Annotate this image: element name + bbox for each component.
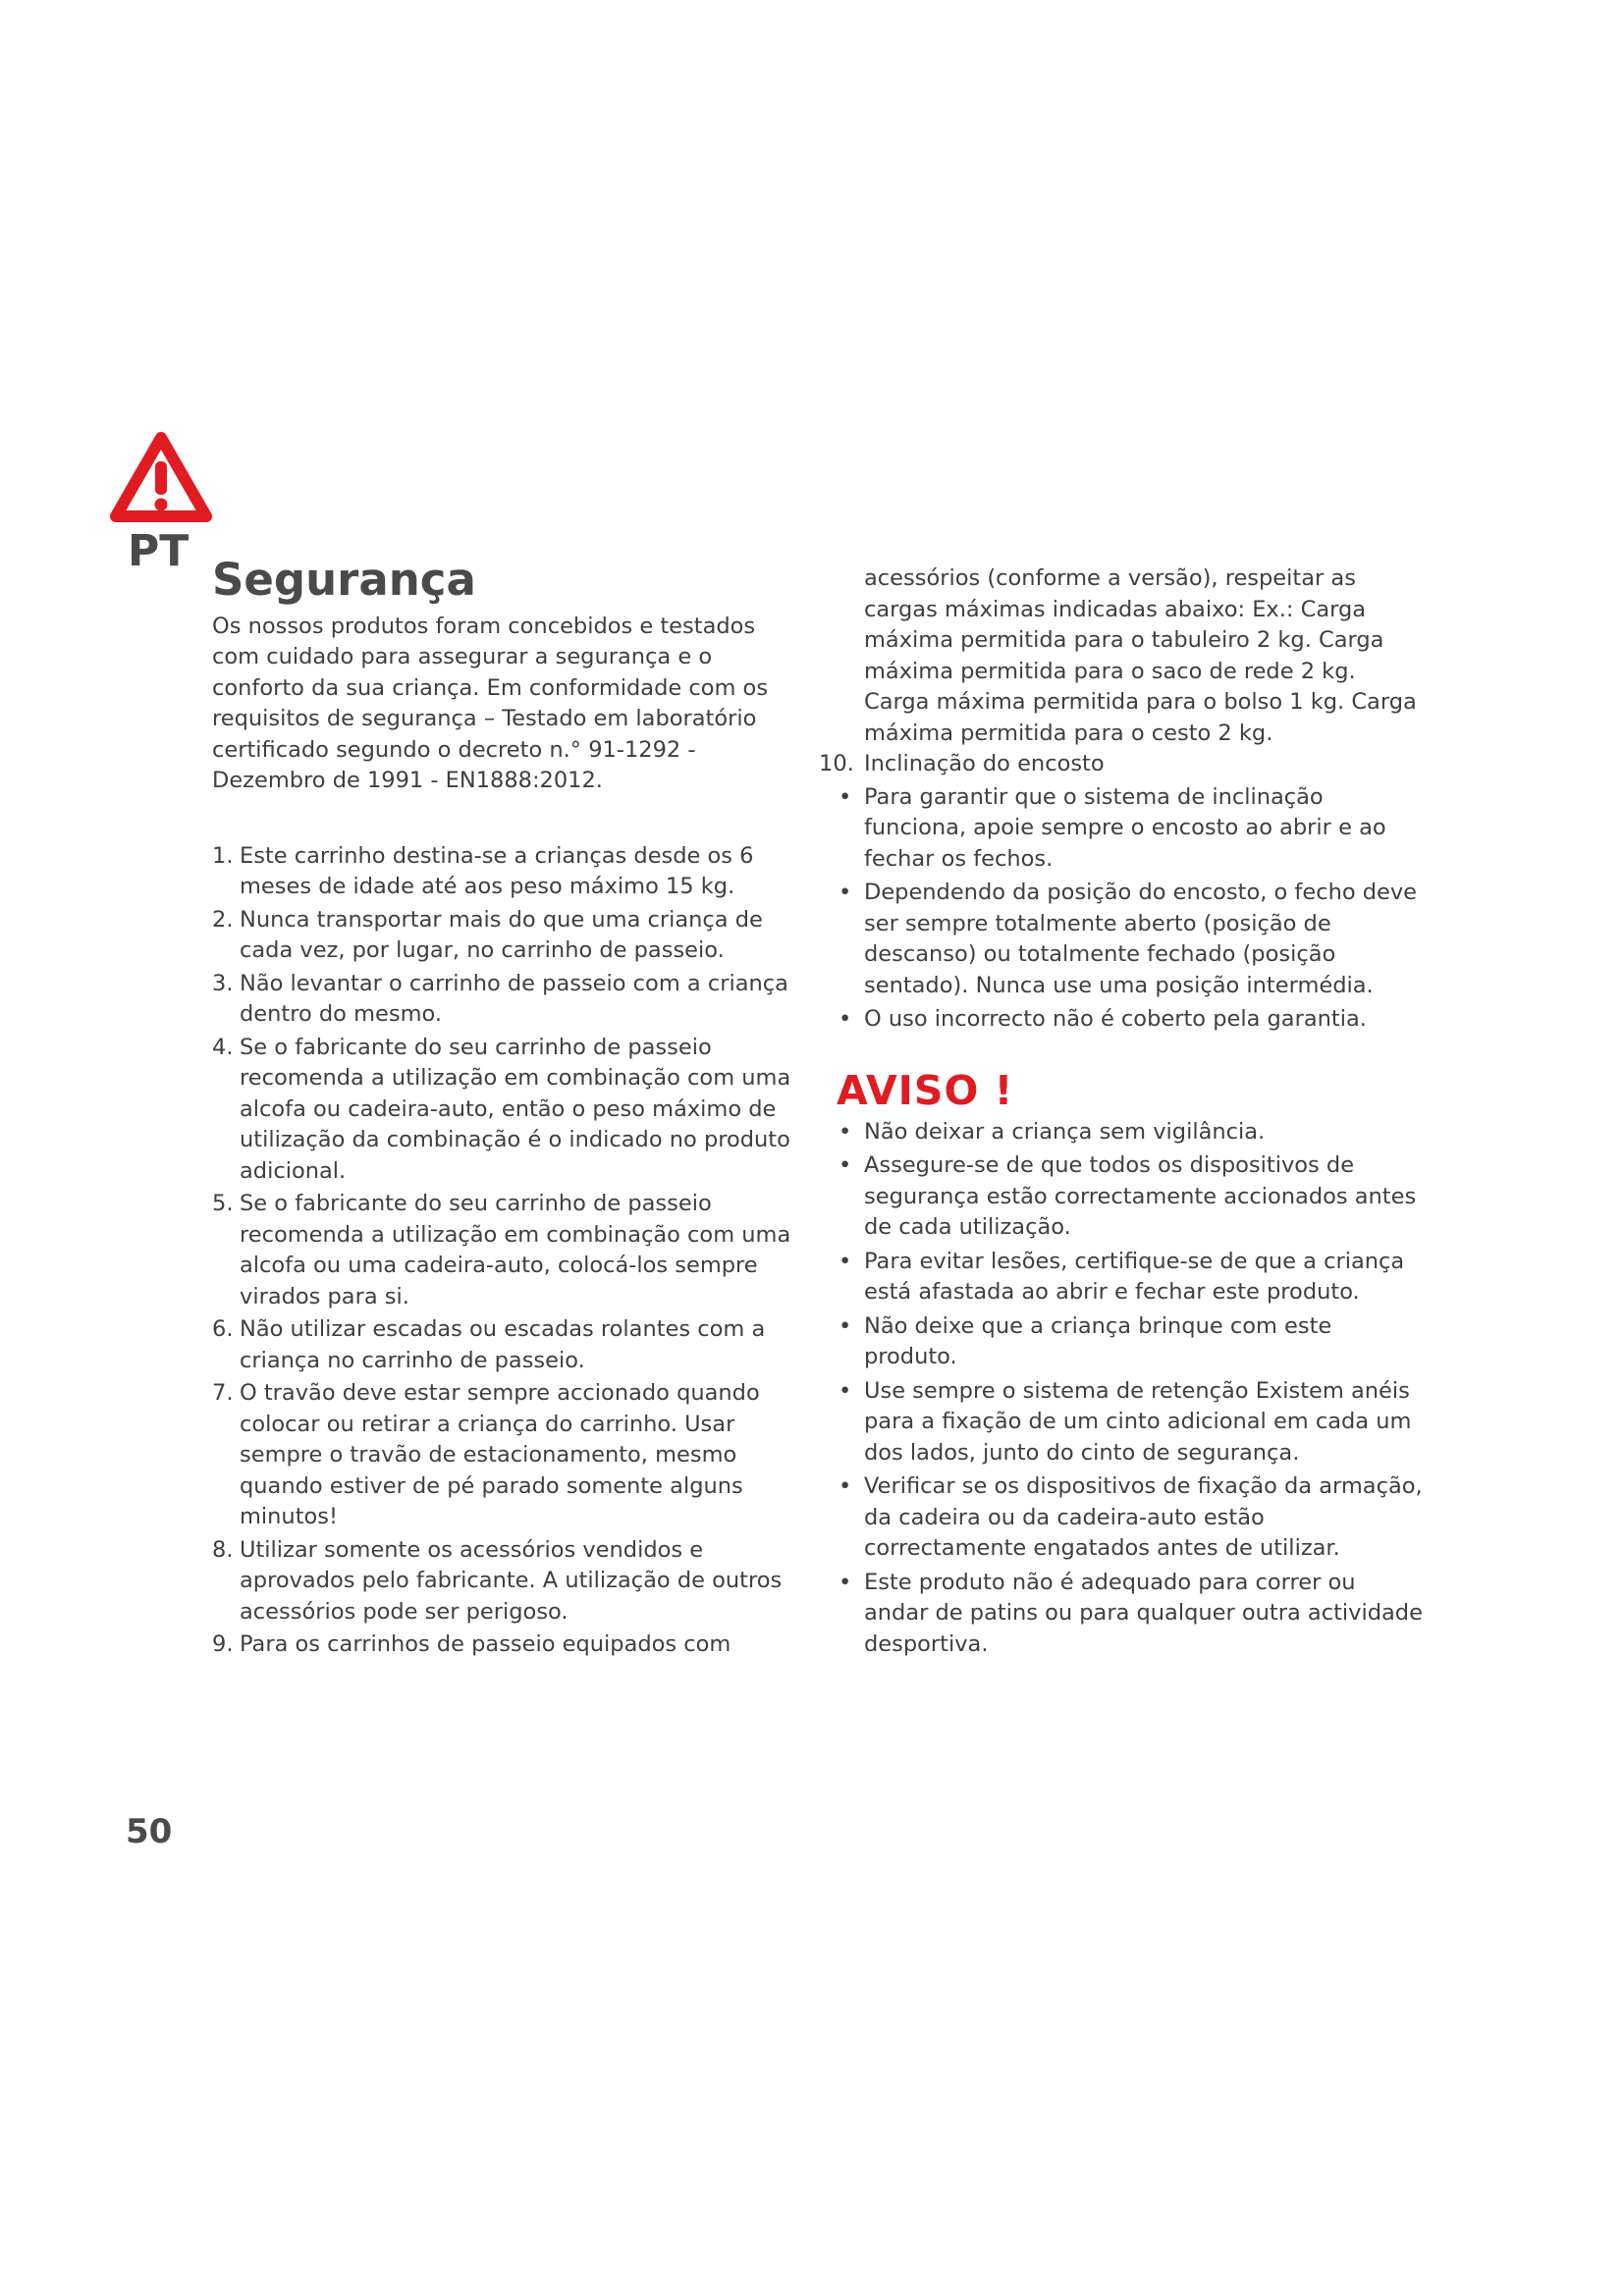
item-text: O travão deve estar sempre accionado quando colocar ou retirar a criança do carrinho. Usar sempre o travão de estacionamento, mesmo quando estiver de pé parado somente alguns minutos! <box>240 1380 760 1530</box>
list-item <box>837 1311 1426 1373</box>
bullet-icon: • <box>839 1312 852 1339</box>
list-item <box>837 1117 1426 1148</box>
item-text: Para os carrinhos de passeio equipados com <box>240 1631 731 1658</box>
item-text: Não levantar o carrinho de passeio com a criança dentro do mesmo. <box>240 970 788 1028</box>
list-item <box>837 1004 1426 1036</box>
list-item <box>212 1629 801 1661</box>
item-text: Se o fabricante do seu carrinho de passeio recomenda a utilização em combinação com uma alcofa ou cadeira-auto, então o peso máximo de utilização da combinação é o indicado no produto adicional. <box>240 1034 791 1184</box>
page-number: 50 <box>126 1812 173 1851</box>
list-item <box>212 969 801 1031</box>
list-item <box>837 1150 1426 1244</box>
item-number: 1. <box>212 842 234 869</box>
item-number: 7. <box>212 1380 234 1407</box>
item-number: 3. <box>212 970 234 996</box>
item-text: Nunca transportar mais do que uma criança de cada vez, por lugar, no carrinho de passeio. <box>240 906 763 964</box>
bullet-text: Não deixe que a criança brinque com este produto. <box>864 1312 1332 1370</box>
bullet-text: Assegure-se de que todos os dispositivos de segurança estão correctamente accionados antes de cada utilização. <box>864 1152 1417 1241</box>
list-item <box>837 1376 1426 1469</box>
bullet-text: Use sempre o sistema de retenção Existem anéis para a fixação de um cinto adicional em cada um dos lados, junto do cinto de segurança. <box>864 1377 1412 1466</box>
item-number: 10. <box>819 751 854 776</box>
item-text: Se o fabricante do seu carrinho de passeio recomenda a utilização em combinação com uma alcofa ou uma cadeira-auto, colocá-los sempre virados para si. <box>240 1191 791 1309</box>
item-text: Inclinação do encosto <box>864 751 1105 776</box>
safety-list <box>212 841 801 1661</box>
bullet-icon: • <box>839 1152 852 1179</box>
item-text: Este carrinho destina-se a crianças desde os 6 meses de idade até aos peso máximo 15 kg. <box>240 842 754 900</box>
bullet-icon: • <box>839 783 852 810</box>
list-item <box>212 1189 801 1312</box>
bullet-text: Este produto não é adequado para correr ou andar de patins ou para qualquer outra actividade desportiva. <box>864 1569 1423 1657</box>
list-item <box>837 1247 1426 1308</box>
item-number: 9. <box>212 1631 234 1658</box>
item-number: 8. <box>212 1536 234 1563</box>
warning-bullets <box>837 1117 1426 1661</box>
bullet-icon: • <box>839 1118 852 1145</box>
list-item <box>837 1471 1426 1565</box>
safety-intro: Os nossos produtos foram concebidos e testados com cuidado para assegurar a segurança e o conforto da sua criança. Em conformidade com os requisitos de segurança – Testado em laboratório certificado segundo o decreto n.° 91-1292 - Dezembro de 1991 - EN1888:2012. <box>212 613 769 794</box>
list-item <box>212 841 801 903</box>
bullet-icon: • <box>839 1377 852 1404</box>
list-item <box>212 1535 801 1629</box>
right-column <box>819 563 1426 1663</box>
bullet-icon: • <box>839 1248 852 1274</box>
bullet-text: O uso incorrecto não é coberto pela garantia. <box>864 1006 1367 1032</box>
item-text: Não utilizar escadas ou escadas rolantes com a criança no carrinho de passeio. <box>240 1316 766 1373</box>
item-number: 4. <box>212 1034 234 1060</box>
bullet-text: Verificar se os dispositivos de fixação da armação, da cadeira ou da cadeira-auto estão correctamente engatados antes de utilizar. <box>864 1473 1423 1562</box>
bullet-icon: • <box>839 1473 852 1500</box>
bullet-text: Dependendo da posição do encosto, o fecho deve ser sempre totalmente aberto (posição de descanso) ou totalmente fechado (posição sentado). Nunca use uma posição intermédia. <box>864 880 1418 998</box>
item-number: 6. <box>212 1316 234 1343</box>
list-item <box>837 878 1426 1001</box>
item-9-continued: acessórios (conforme a versão), respeitar as cargas máximas indicadas abaixo: Ex.: Carga máxima permitida para o tabuleiro 2 kg. Carga máxima permitida para o saco de rede 2 kg. Carga máxima permitida para o bolso 1 kg. Carga máxima permitida para o cesto 2 kg. <box>864 565 1417 746</box>
warning-title: AVISO ! <box>837 1066 1014 1114</box>
bullet-text: Para garantir que o sistema de inclinação funciona, apoie sempre o encosto ao abrir e ao fechar os fechos. <box>864 783 1386 872</box>
bullet-text: Não deixar a criança sem vigilância. <box>864 1118 1266 1145</box>
bullet-icon: • <box>839 1006 852 1032</box>
warning-triangle-icon <box>108 430 214 526</box>
list-item <box>212 905 801 967</box>
list-item <box>837 1568 1426 1661</box>
item-number: 2. <box>212 906 234 933</box>
list-item <box>212 1314 801 1376</box>
list-item-10 <box>819 749 1426 780</box>
list-item <box>837 782 1426 876</box>
bullet-icon: • <box>839 1569 852 1595</box>
list-item <box>212 1378 801 1533</box>
language-code: PT <box>128 526 189 576</box>
left-column <box>212 555 801 1663</box>
recline-bullets <box>837 782 1426 1036</box>
bullet-text: Para evitar lesões, certifique-se de que a criança está afastada ao abrir e fechar este produto. <box>864 1248 1405 1306</box>
bullet-icon: • <box>839 880 852 905</box>
safety-title: Segurança <box>212 554 476 606</box>
list-item <box>212 1033 801 1188</box>
item-number: 5. <box>212 1191 234 1217</box>
item-text: Utilizar somente os acessórios vendidos e aprovados pelo fabricante. A utilização de outros acessórios pode ser perigoso. <box>240 1536 783 1625</box>
